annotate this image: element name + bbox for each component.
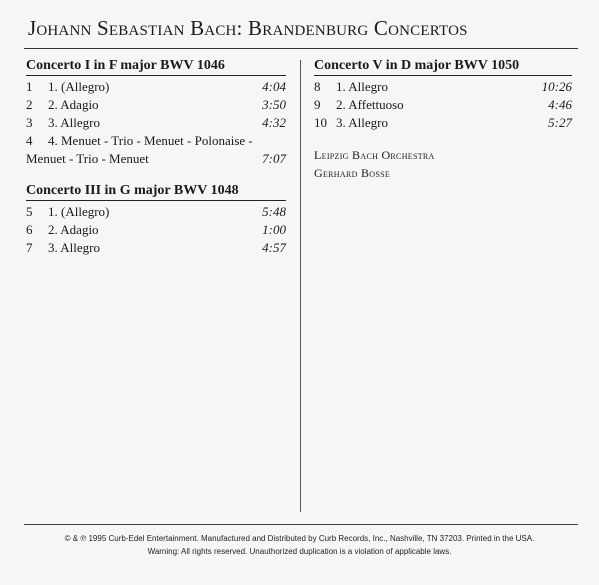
track-title: 2. Affettuoso	[336, 97, 404, 112]
copyright-footer	[0, 532, 599, 558]
track-number: 2	[26, 97, 33, 112]
concerto-heading: Concerto I in F major BWV 1046	[26, 57, 286, 76]
track-title: 4. Menuet - Trio - Menuet - Polonaise -	[48, 133, 253, 148]
track-number: 10	[314, 115, 327, 130]
track-title: 3. Allegro	[48, 240, 100, 255]
warning-line: Warning: All rights reserved. Unauthorized duplication is a violation of applicable laws.	[147, 547, 452, 556]
copyright-line: © & ℗ 1995 Curb-Edel Entertainment. Manufactured and Distributed by Curb Records, Inc., Nashville, TN 37203. Printed in the USA.	[64, 534, 535, 543]
left-column	[26, 57, 286, 271]
track-number: 3	[26, 115, 33, 130]
track-row	[314, 96, 572, 114]
footer-rule	[24, 524, 578, 525]
track-title: 1. Allegro	[336, 79, 388, 94]
track-duration: 10:26	[541, 79, 572, 94]
track-number: 8	[314, 79, 321, 94]
track-duration: 7:07	[262, 151, 286, 166]
track-row	[26, 239, 286, 257]
concerto-1	[26, 57, 286, 168]
track-duration: 4:32	[262, 115, 286, 130]
track-row	[26, 221, 286, 239]
track-title: 1. (Allegro)	[48, 79, 110, 94]
conductor-name: Gerhard Bosse	[314, 166, 391, 180]
track-row	[26, 78, 286, 96]
track-number: 7	[26, 240, 33, 255]
concerto-3	[26, 182, 286, 257]
track-duration: 4:04	[262, 79, 286, 94]
orchestra-name: Leipzig Bach Orchestra	[314, 148, 435, 162]
track-number: 9	[314, 97, 321, 112]
track-number: 6	[26, 222, 33, 237]
track-number: 5	[26, 204, 33, 219]
title-rule	[24, 48, 578, 49]
track-duration: 5:48	[262, 204, 286, 219]
track-row	[26, 114, 286, 132]
track-row	[26, 96, 286, 114]
performer-credits	[314, 146, 572, 182]
track-duration: 3:50	[262, 97, 286, 112]
track-row	[26, 132, 286, 168]
concerto-heading: Concerto V in D major BWV 1050	[314, 57, 572, 76]
track-duration: 4:46	[548, 97, 572, 112]
track-title: 3. Allegro	[336, 115, 388, 130]
track-title: 2. Adagio	[48, 97, 99, 112]
track-number: 4	[26, 133, 33, 148]
track-duration: 5:27	[548, 115, 572, 130]
track-duration: 1:00	[262, 222, 286, 237]
right-column	[314, 57, 572, 182]
track-row	[26, 203, 286, 221]
track-duration: 4:57	[262, 240, 286, 255]
concerto-5	[314, 57, 572, 132]
track-row	[314, 114, 572, 132]
album-title: Johann Sebastian Bach: Brandenburg Concertos	[28, 16, 468, 40]
track-number: 1	[26, 79, 33, 94]
track-title-continued: Menuet - Trio - Menuet	[26, 151, 149, 166]
track-title: 1. (Allegro)	[48, 204, 110, 219]
column-divider	[300, 60, 301, 512]
concerto-heading: Concerto III in G major BWV 1048	[26, 182, 286, 201]
track-title: 2. Adagio	[48, 222, 99, 237]
track-row	[314, 78, 572, 96]
track-title: 3. Allegro	[48, 115, 100, 130]
